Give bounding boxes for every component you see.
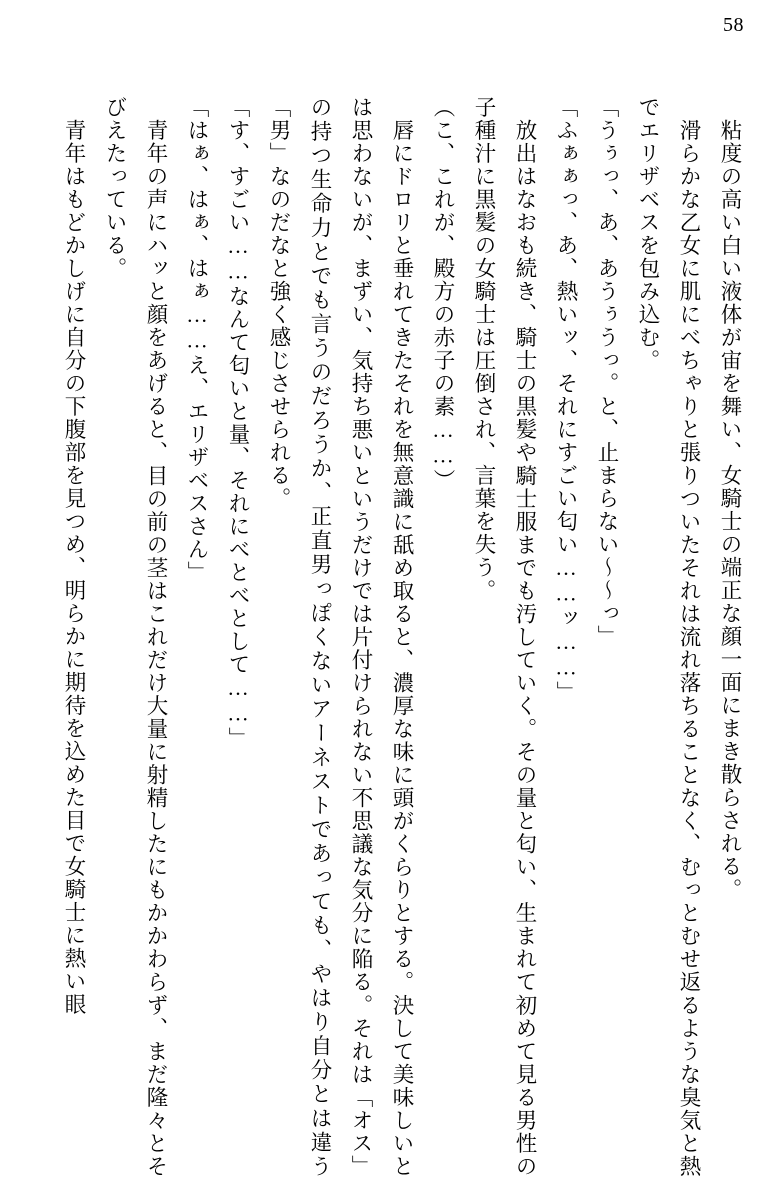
paragraph: 滑らかな乙女に肌にべちゃりと張りついたそれは流れ落ちることなく、むっとむせ返るような臭気と熱でエリザベスを包み込む。 xyxy=(636,96,701,1178)
paragraph: 放出はなおも続き、騎士の黒髪や騎士服までも汚していく。その量と匂い、生まれて初めて見る男性の子種汁に黒髪の女騎士は圧倒され、言葉を失う。 xyxy=(472,96,537,1178)
paragraph: 青年の声にハッと顔をあげると、目の前の茎はこれだけ大量に射精したにもかかわらず、まだ隆々とそびえたっている。 xyxy=(103,96,168,1178)
paragraph: （こ、これが、殿方の赤子の素……） xyxy=(431,96,455,492)
paragraph: 青年はもどかしげに自分の下腹部を見つめ、明らかに期待を込めた目で女騎士に熱い眼 xyxy=(62,96,86,1016)
paragraph: 「ふぁぁっ、あ、熱いッ、それにすごい匂い……ッ……」 xyxy=(554,96,578,704)
paragraph: 粘度の高い白い液体が宙を舞い、女騎士の端正な顔一面にまき散らされる。 xyxy=(718,96,742,901)
paragraph: 「うぅっ、あ、あうぅうっ。と、止まらない～～っ」 xyxy=(595,96,619,648)
paragraph: 唇にドロリと垂れてきたそれを無意識に舐め取ると、濃厚な味に頭がくらりとする。決して美味しいとは思わないが、まずい、気持ち悪いというだけでは片付けられない不思議な気分に陥る。それは「オス」の持つ生命力とでも言うのだろうか、正直男っぽくないアーネストであっても、やはり自分とは違う「男」なのだなと強く感じさせられる。 xyxy=(267,96,414,1178)
vertical-text-body xyxy=(36,96,750,1178)
paragraph: 「はぁ、はぁ、はぁ……え、エリザベスさん」 xyxy=(185,96,209,584)
paragraph: 「す、すごい……なんて匂いと量、それにべとべとして……」 xyxy=(226,96,250,750)
page-number: 58 xyxy=(723,14,744,36)
